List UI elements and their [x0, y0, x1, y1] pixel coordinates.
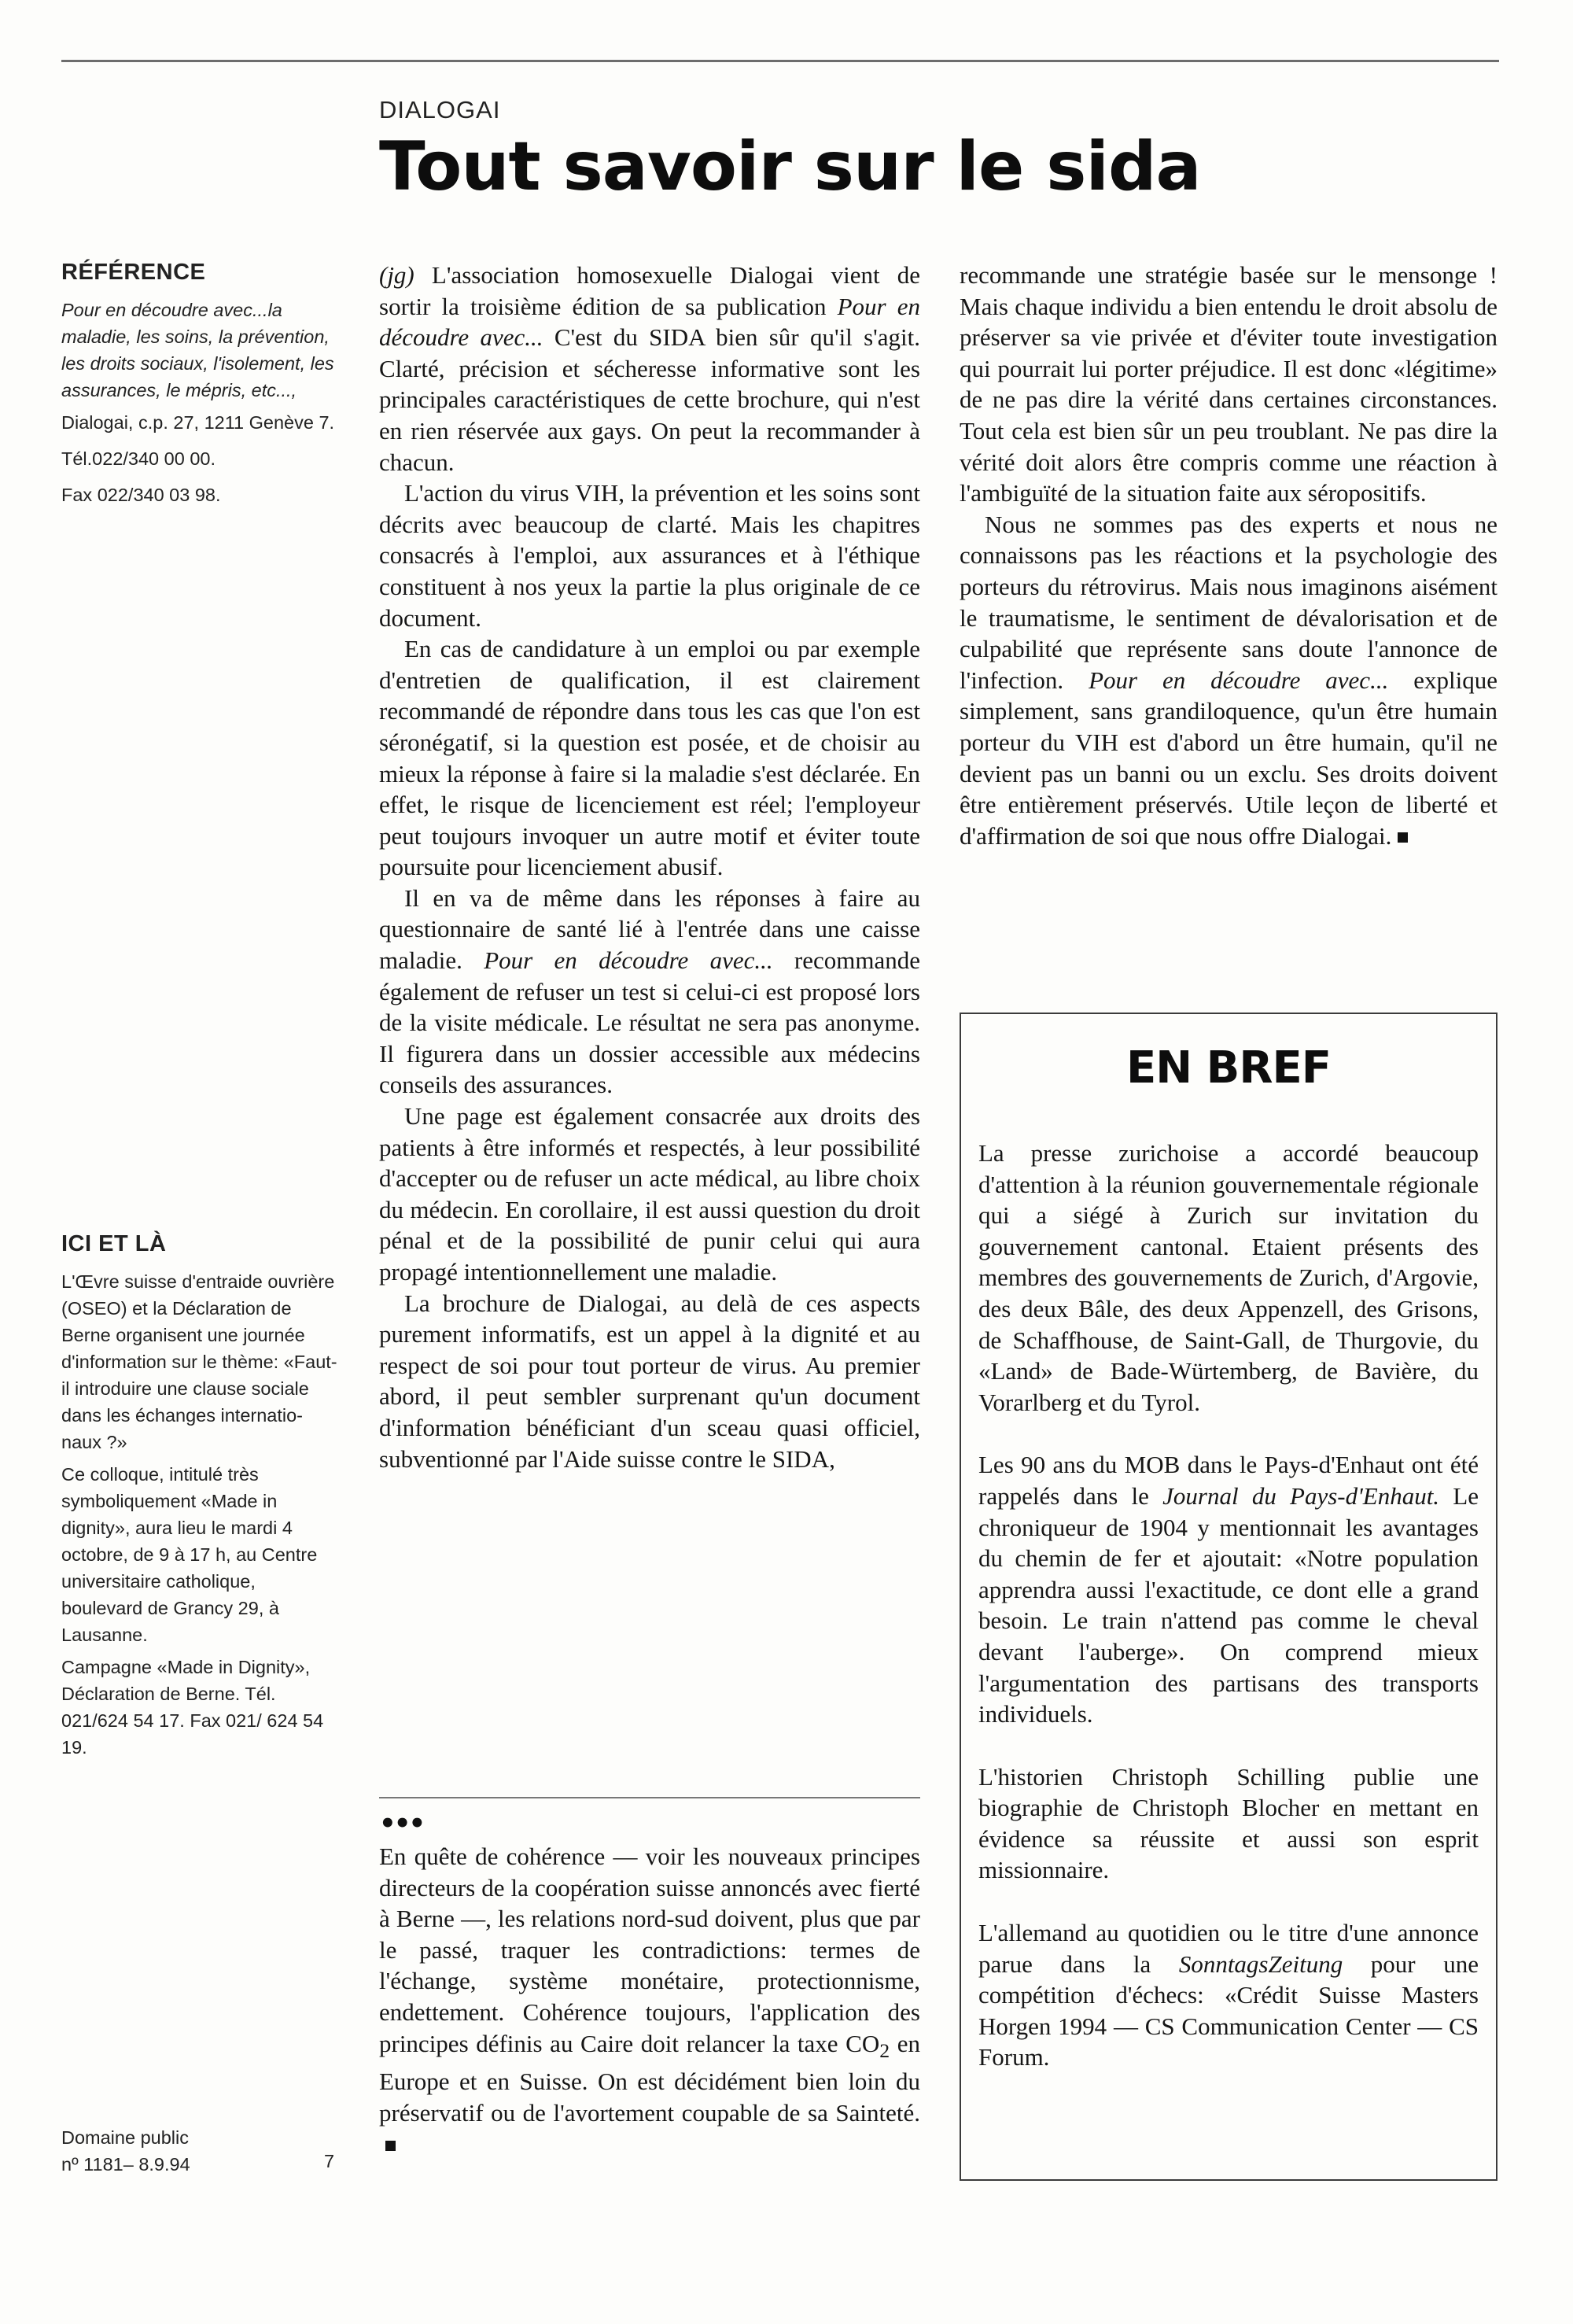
en-bref-title: EN BREF — [1126, 1042, 1331, 1094]
top-rule — [61, 60, 1499, 62]
reference-address: Dialogai, c.p. 27, 1211 Genève 7. — [61, 412, 335, 433]
note-column — [379, 1841, 920, 2160]
article-column-1 — [379, 260, 920, 1474]
end-mark — [385, 2141, 396, 2151]
en-bref-item-2: Les 90 ans du MOB dans le Pays-d'Enhaut ont été rappelés dans le Journal du Pays-d'Enhaut. Le chroniqueur de 1904 y mentionnait les avantages du chemin de fer et ajoutait: «Notre population apprendra aussi l'exactitude, ce dont elle a grand besoin. Le train n'attend pas comme le cheval devant l'auberge». On comprend mieux l'argumentation des partisans des transports individuels. — [978, 1451, 1479, 1728]
subscript-two: 2 — [879, 2038, 890, 2062]
publication-name: Domaine public — [61, 2127, 189, 2148]
en-bref-item-1: La presse zurichoise a accordé beaucoup d'attention à la réunion gouvernementale régionale qui a siégé à Zurich sur invitation du gouvernement cantonal. Etaient présents des membres des gouvernements de Zurich, d'Argovie, des deux Bâle, des deux Appenzell, des Grisons, de Schaffhouse, de Saint-Gall, de Thurgovie, du «Land» de Bade-Würtemberg, de Bavière, du Vorarlberg et du Tyrol. — [978, 1139, 1479, 1416]
ici-paragraph-3: Campagne «Made in Dignity», Déclaration de Berne. Tél. 021/624 54 17. Fax 021/ 624 54 19. — [61, 1657, 324, 1758]
reference-tel: Tél.022/340 00 00. — [61, 448, 216, 469]
article-paragraph-3: En cas de candidature à un emploi ou par exemple d'entretien de qualification, il est clairement recommandé de répondre dans tous les cas que l'on est séronégatif, si la question est posée, et de choisir au mieux la réponse à faire si la maladie s'est déclarée. En effet, le risque de licenciement est réel; l'employeur peut toujours invoquer un autre motif et éviter toute poursuite pour licenciement abusif. — [379, 635, 920, 881]
section-dots: ••• — [379, 1808, 424, 1839]
reference-heading: RÉFÉRENCE — [61, 260, 206, 285]
section-divider — [379, 1797, 920, 1798]
article-headline: Tout savoir sur le sida — [379, 127, 1201, 206]
publication-issue: nº 1181– 8.9.94 — [61, 2154, 190, 2175]
sidebar-reference — [61, 260, 341, 514]
brochure-title: Pour en découdre avec... — [379, 292, 920, 352]
article-paragraph-5: Une page est également consacrée aux droits des patients à être informés et respectés, à leur possibilité d'accepter ou de refuser un acte médical, au libre choix du médecin. En corollaire, il est aussi question du droit pénal et de la possibilité de punir celui qui aura propagé intentionnellement une maladie. — [379, 1102, 920, 1286]
en-bref-item-3: L'historien Christoph Schilling publie une biographie de Christoph Blocher en mettant en évidence sa réussite et aussi son esprit missionnaire. — [978, 1762, 1479, 1884]
article-paragraph-4: Il en va de même dans les réponses à faire au questionnaire de santé lié à l'entrée dans une caisse maladie. Pour en découdre avec... recommande également de refuser un test si celui-ci est proposé lors de la visite médicale. Le résultat ne sera pas anonyme. Il figurera dans un dossier accessible aux médecins conseils des assurances. — [379, 883, 921, 1099]
reference-fax: Fax 022/340 03 98. — [61, 485, 221, 505]
author-initials: (jg) — [379, 261, 414, 289]
ici-paragraph-1: L'Œvre suisse d'entraide ouvrière (OSEO) et la Déclaration de Berne organisent une journée d'information sur le thème: «Faut-il introduire une clause sociale dans les échanges internatio-naux ?» — [61, 1271, 337, 1452]
ici-heading: ICI ET LÀ — [61, 1231, 167, 1256]
en-bref-item-4: L'allemand au quotidien ou le titre d'une annonce parue dans la SonntagsZeitung pour une compétition d'échecs: «Crédit Suisse Masters Horgen 1994 — CS Communication Center — CS Forum. — [978, 1919, 1479, 2071]
article-paragraph-1: (jg) L'association homosexuelle Dialogai vient de sortir la troisième édition de sa publication Pour en découdre avec... C'est du SIDA bien sûr qu'il s'agit. Clarté, précision et sécheresse informative sont les principales caractéristiques de cette brochure, qui n'est en rien réservée aux gays. On peut la recommander à chacun. — [379, 261, 920, 476]
sidebar-ici-et-la — [61, 1231, 341, 1766]
end-mark — [1398, 832, 1408, 843]
article-paragraph-2: L'action du virus VIH, la prévention et les soins sont décrits avec beaucoup de clarté. Mais les chapitres consacrés à l'emploi, aux assurances et à l'éthique constituent à nos yeux la partie la plus originale de ce document. — [379, 479, 920, 632]
article-kicker: DIALOGAI — [379, 96, 501, 124]
article-paragraph-6: La brochure de Dialogai, au delà de ces aspects purement informatifs, est un appel à la dignité et au respect de soi pour tout porteur de virus. Au premier abord, il peut sembler surprenant qu'un document d'information bénéficiant d'un sceau quasi officiel, subventionné par l'Aide suisse contre le SIDA, — [379, 1289, 920, 1473]
article-paragraph-7: recommande une stratégie basée sur le mensonge ! Mais chaque individu a bien entendu le droit absolu de préserver sa vie privée et d'éviter toute investigation qui pourrait lui porter préjudice. Il est donc «légitime» de ne pas dire la vérité dans certaines circonstances. Tout cela est bien sûr un peu troublant. Ne pas dire la vérité doit alors être compris comme une réaction à l'ambiguïté de la situation faite aux séropositifs. — [960, 261, 1497, 507]
publication-footer — [61, 2124, 190, 2178]
article-paragraph-8: Nous ne sommes pas des experts et nous ne connaissons pas les réactions et la psychologie des porteurs du rétrovirus. Mais nous imaginons aisément le traumatisme, le sentiment de dévalorisation et de culpabilité que représente sans doute l'annonce de l'infection. Pour en découdre avec... explique simplement, sans grandiloquence, qu'un être humain porteur du VIH est d'abord un être humain, qu'il ne devient pas un banni ou un exclu. Ses droits doivent être entièrement préservés. Utile leçon de liberté et d'affirmation de soi que nous offre Dialogai. — [960, 510, 1497, 850]
brochure-title: Pour en découdre avec... — [484, 946, 773, 975]
reference-title: Pour en découdre avec...la maladie, les soins, la prévention, les droits sociaux, l'isolement, les assurances, le mépris, etc..., — [61, 300, 334, 400]
newspaper-title: SonntagsZeitung — [1178, 1950, 1343, 1978]
article-column-2 — [960, 260, 1497, 851]
page-number: 7 — [324, 2151, 335, 2171]
ici-paragraph-2: Ce colloque, intitulé très symboliquement «Made in dignity», aura lieu le mardi 4 octobre, de 9 à 17 h, au Centre universitaire catholique, boulevard de Grancy 29, à Lausanne. — [61, 1464, 318, 1645]
journal-title: Journal du Pays-d'Enhaut. — [1162, 1481, 1440, 1510]
en-bref-box — [960, 1013, 1497, 2181]
en-bref-body — [978, 1138, 1479, 2105]
brochure-title: Pour en découdre avec... — [1089, 666, 1389, 694]
note-paragraph: En quête de cohérence — voir les nouveaux principes directeurs de la coopération suisse annoncés avec fierté à Berne —, les relations nord-sud doivent, plus que par le passé, traquer les contradictions: termes de l'échange, système monétaire, protectionnisme, endettement. Cohérence toujours, l'application des principes définis au Caire doit relancer la taxe $CO_2$ en Europe et en Suisse. On est décidément bien loin du préservatif ou de l'avortement coupable de sa Sainteté. — [379, 1841, 920, 2160]
